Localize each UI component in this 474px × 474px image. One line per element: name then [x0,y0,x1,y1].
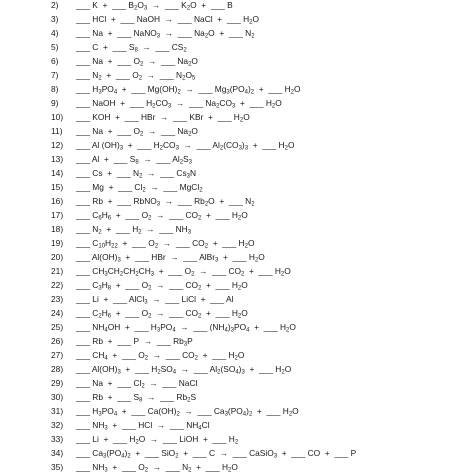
equation-row [0,110,474,124]
equation-row [0,26,474,40]
equation-number: 12) [51,140,64,150]
equation-row [0,82,474,96]
equation-number: 6) [51,56,59,66]
equation-text: ___ $NH_3$ + ___ $O_2$ → ___ $N_2$ + ___ $H_2O$ [76,462,238,474]
equation-number: 5) [51,42,59,52]
equation-row [0,446,474,460]
equation-row [0,124,474,138]
equation-text: ___ Rb + ___ RbNO$_3$ → ___ $Rb_2O$ + ___ $N_2$ [76,196,255,208]
equation-text: ___ $H_3PO_4$ + ___ $Ca(OH)_2$ → ___ $Ca_3(PO_4)_2$ + ___ $H_2O$ [76,406,299,418]
equation-row [0,166,474,180]
equation-row [0,152,474,166]
equation-number: 16) [51,196,64,206]
equation-number: 9) [51,98,59,108]
equation-text: ___ NaOH + ___ $H_2CO_3$ → ___ $Na_2CO_3$ + ___ $H_2O$ [76,98,282,110]
equation-number: 25) [51,322,64,332]
equation-number: 14) [51,168,64,178]
equation-row [0,306,474,320]
equation-number: 24) [51,308,64,318]
equation-row [0,222,474,236]
equation-row [0,0,474,12]
equation-number: 32) [51,420,64,430]
equation-text: ___ $Ca_3(PO_4)_2$ + ___ SiO$_2$ + ___ C → ___ CaSiO$_3$ + ___ CO + ___ P [76,448,357,460]
equation-text: ___ $Al(OH)_3$ + ___ HBr → ___ AlBr$_3$ + ___ $H_2O$ [76,252,265,264]
equation-number: 13) [51,154,64,164]
equation-number: 10) [51,112,64,122]
equation-text: ___ $C_3H_8$ + ___ $O_2$ → ___ $CO_2$ + ___ $H_2O$ [76,280,248,292]
equation-row [0,68,474,82]
equation-text: ___ HCl + ___ NaOH → ___ NaCl + ___ $H_2O$ [76,14,260,26]
equation-row [0,208,474,222]
equation-number: 30) [51,392,64,402]
equation-text: ___ Na + ___ $O_2$ → ___ $Na_2O$ [76,126,198,138]
equation-number: 8) [51,84,59,94]
equation-number: 23) [51,294,64,304]
equation-number: 20) [51,252,64,262]
equation-text: ___ $H_3PO_4$ + ___ $Mg(OH)_2$ → ___ $Mg_3(PO_4)_2$ + ___ $H_2O$ [76,84,301,96]
equation-row [0,348,474,362]
equation-text: ___ Na + ___ NaNO$_3$ → ___ $Na_2O$ + ___ $N_2$ [76,28,255,40]
equation-row [0,138,474,152]
equation-text: ___ Al + ___ $S_8$ → ___ $Al_2S_3$ [76,154,192,166]
equation-text: ___ Cs + ___ $N_2$ → ___ $Cs_3N$ [76,168,197,180]
equation-row [0,54,474,68]
equation-text: ___ $NH_4OH$ + ___ $H_3PO_4$ → ___ $(NH_4)_3PO_4$ + ___ $H_2O$ [76,322,296,334]
equation-text: ___ Rb + ___ $S_8$ → ___ $Rb_2S$ [76,392,197,404]
equation-text: ___ $C_2H_6$ + ___ $O_2$ → ___ $CO_2$ + ___ $H_2O$ [76,308,248,320]
equation-text: ___ Na + ___ $Cl_2$ → ___ NaCl [76,378,198,390]
equation-text: ___ KOH + ___ HBr → ___ KBr + ___ $H_2O$ [76,112,250,124]
equation-text: ___ $Al(OH)_3$ + ___ $H_2SO_4$ → ___ $Al_2(SO_4)_3$ + ___ $H_2O$ [76,364,292,376]
equation-row [0,320,474,334]
equation-text: ___ $CH_4$ + ___ $O_2$ → ___ $CO_2$ + ___ $H_2O$ [76,350,245,362]
equation-number: 2) [51,0,59,10]
equation-text: ___ Li + ___ $H_2O$ → ___ LiOH + ___ $H_2$ [76,434,239,446]
equation-row [0,194,474,208]
equation-text: ___ Li + ___ AlCl$_3$ → ___ LiCl + ___ Al [76,294,234,306]
equation-number: 26) [51,336,64,346]
equation-number: 4) [51,28,59,38]
equation-text: ___ Mg + ___ $Cl_2$ → ___ MgCl$_2$ [76,182,203,194]
equation-number: 33) [51,434,64,444]
equation-row [0,40,474,54]
equation-row [0,278,474,292]
equation-text: ___ Al $(OH)_3$ + ___ $H_2CO_3$ → ___ $Al_2(CO_3)_3$ + ___ $H_2O$ [76,140,295,152]
equation-text: ___ $N_2$ + ___ $H_2$ → ___ $NH_3$ [76,224,192,236]
equation-number: 22) [51,280,64,290]
equation-row [0,432,474,446]
equation-number: 7) [51,70,59,80]
equation-number: 34) [51,448,64,458]
equation-text: ___ Rb + ___ P → ___ $Rb_3P$ [76,336,193,348]
equation-number: 35) [51,462,64,472]
equation-row [0,362,474,376]
equation-text: ___ K + ___ $B_2O_3$ → ___ $K_2O$ + ___ B [76,0,233,12]
equation-row [0,96,474,110]
equation-row [0,460,474,474]
equation-number: 31) [51,406,64,416]
equation-row [0,390,474,404]
equation-row [0,418,474,432]
equation-number: 11) [51,126,63,136]
equation-number: 27) [51,350,64,360]
equation-text: ___ $N_2$ + ___ $O_2$ → ___ $N_2O_5$ [76,70,196,82]
equation-number: 15) [51,182,64,192]
equation-row [0,12,474,26]
equation-number: 18) [51,224,64,234]
equation-number: 19) [51,238,64,248]
equation-number: 29) [51,378,64,388]
equation-row [0,264,474,278]
equation-row [0,292,474,306]
equation-number: 28) [51,364,64,374]
equation-row [0,334,474,348]
equation-row [0,180,474,194]
equation-row [0,404,474,418]
equation-number: 21) [51,266,64,276]
equation-row [0,250,474,264]
equation-text: ___ Na + ___ $O_2$ → ___ $Na_2O$ [76,56,198,68]
equation-text: ___ $CH_3CH_2CH_2CH_3$ + ___ $O_2$ → ___ $CO_2$ + ___ $H_2O$ [76,266,291,278]
equation-text: ___ C + ___ $S_8$ → ___ $CS_2$ [76,42,187,54]
equation-text: ___ $C_6H_6$ + ___ $O_2$ → ___ $CO_2$ + ___ $H_2O$ [76,210,248,222]
equation-number: 17) [51,210,64,220]
equation-text: ___ $NH_3$ + ___ HCl → ___ $NH_4Cl$ [76,420,210,432]
equation-row [0,376,474,390]
equation-text: ___ $C_{10}H_{22}$ + ___ $O_2$ → ___ $CO_2$ + ___ $H_2O$ [76,238,255,250]
equation-row [0,236,474,250]
equation-number: 3) [51,14,59,24]
